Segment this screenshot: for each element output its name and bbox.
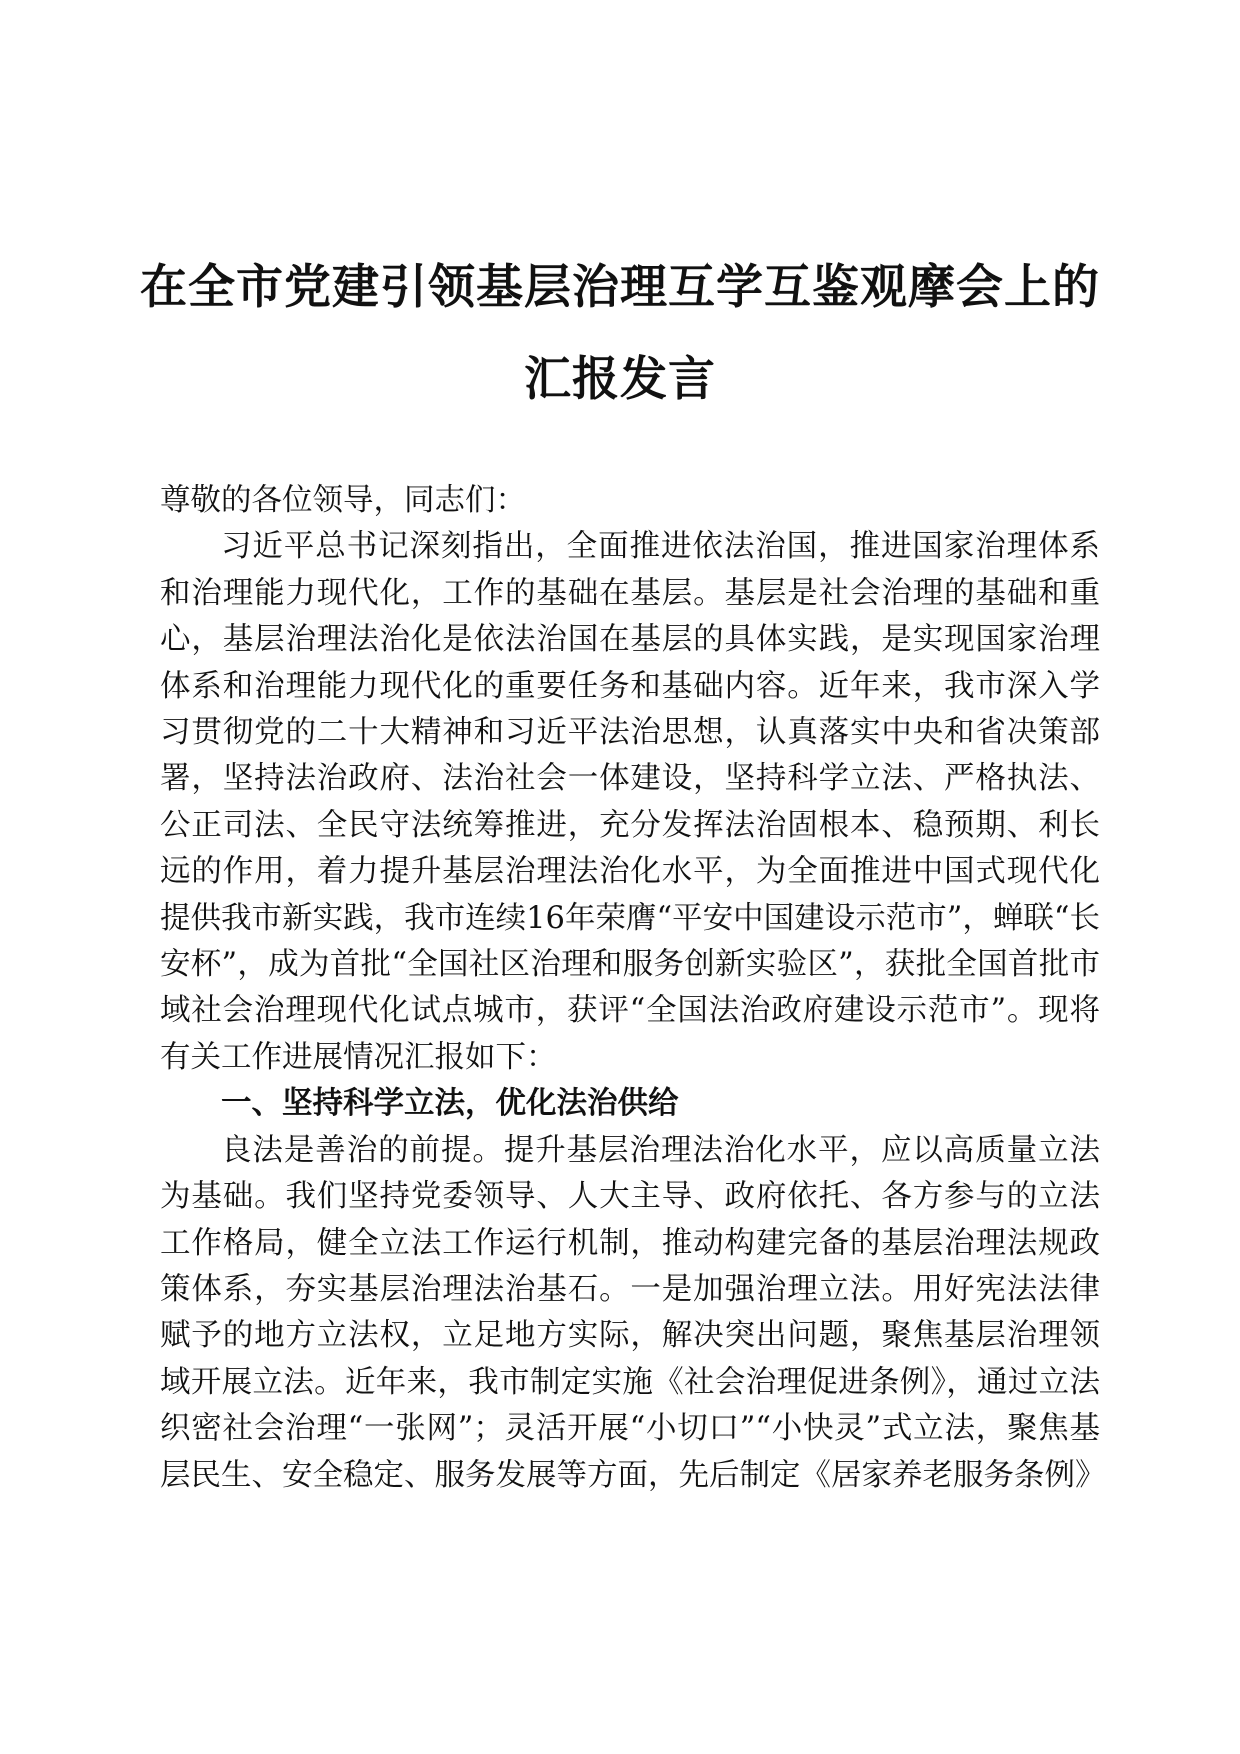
document-body [160,478,1106,1499]
salutation: 尊敬的各位领导，同志们： [160,483,526,518]
paragraph-section-1: 良法是善治的前提。提升基层治理法治化水平，应以高质量立法为基础。我们坚持党委领导、人大主导、政府依托、各方参与的立法工作格局，健全立法工作运行机制，推动构建完备的基层治理法规政策体系，夯实基层治理法治基石。一是加强治理立法。用好宪法法律赋予的地方立法权，立足地方实际，解决突出问题，聚焦基层治理领域开展立法。近年来，我市制定实施《社会治理促进条例》，通过立法织密社会治理“一张网”；灵活开展“小切口”“小快灵”式立法，聚焦基层民生、安全稳定、服务发展等方面，先后制定《居家养老服务条例》 [160,1132,1106,1493]
paragraph-intro: 习近平总书记深刻指出，全面推进依法治国，推进国家治理体系和治理能力现代化，工作的基础在基层。基层是社会治理的基础和重心，基层治理法治化是依法治国在基层的具体实践，是实现国家治理体系和治理能力现代化的重要任务和基础内容。近年来，我市深入学习贯彻党的二十大精神和习近平法治思想，认真落实中央和省决策部署，坚持法治政府、法治社会一体建设，坚持科学立法、严格执法、公正司法、全民守法统筹推进，充分发挥法治固根本、稳预期、利长远的作用，着力提升基层治理法治化水平，为全面推进中国式现代化提供我市新实践，我市连续16年荣膺“平安中国建设示范市”，蝉联“长安杯”，成为首批“全国社区治理和服务创新实验区”，获批全国首批市域社会治理现代化试点城市，获评“全国法治政府建设示范市”。现将有关工作进展情况汇报如下： [160,529,1100,1075]
document-title-line-2: 汇报发言 [524,352,716,407]
section-heading-1: 一、坚持科学立法，优化法治供给 [221,1086,679,1122]
document-title-line-1: 在全市党建引领基层治理互学互鉴观摩会上的 [140,260,1100,315]
